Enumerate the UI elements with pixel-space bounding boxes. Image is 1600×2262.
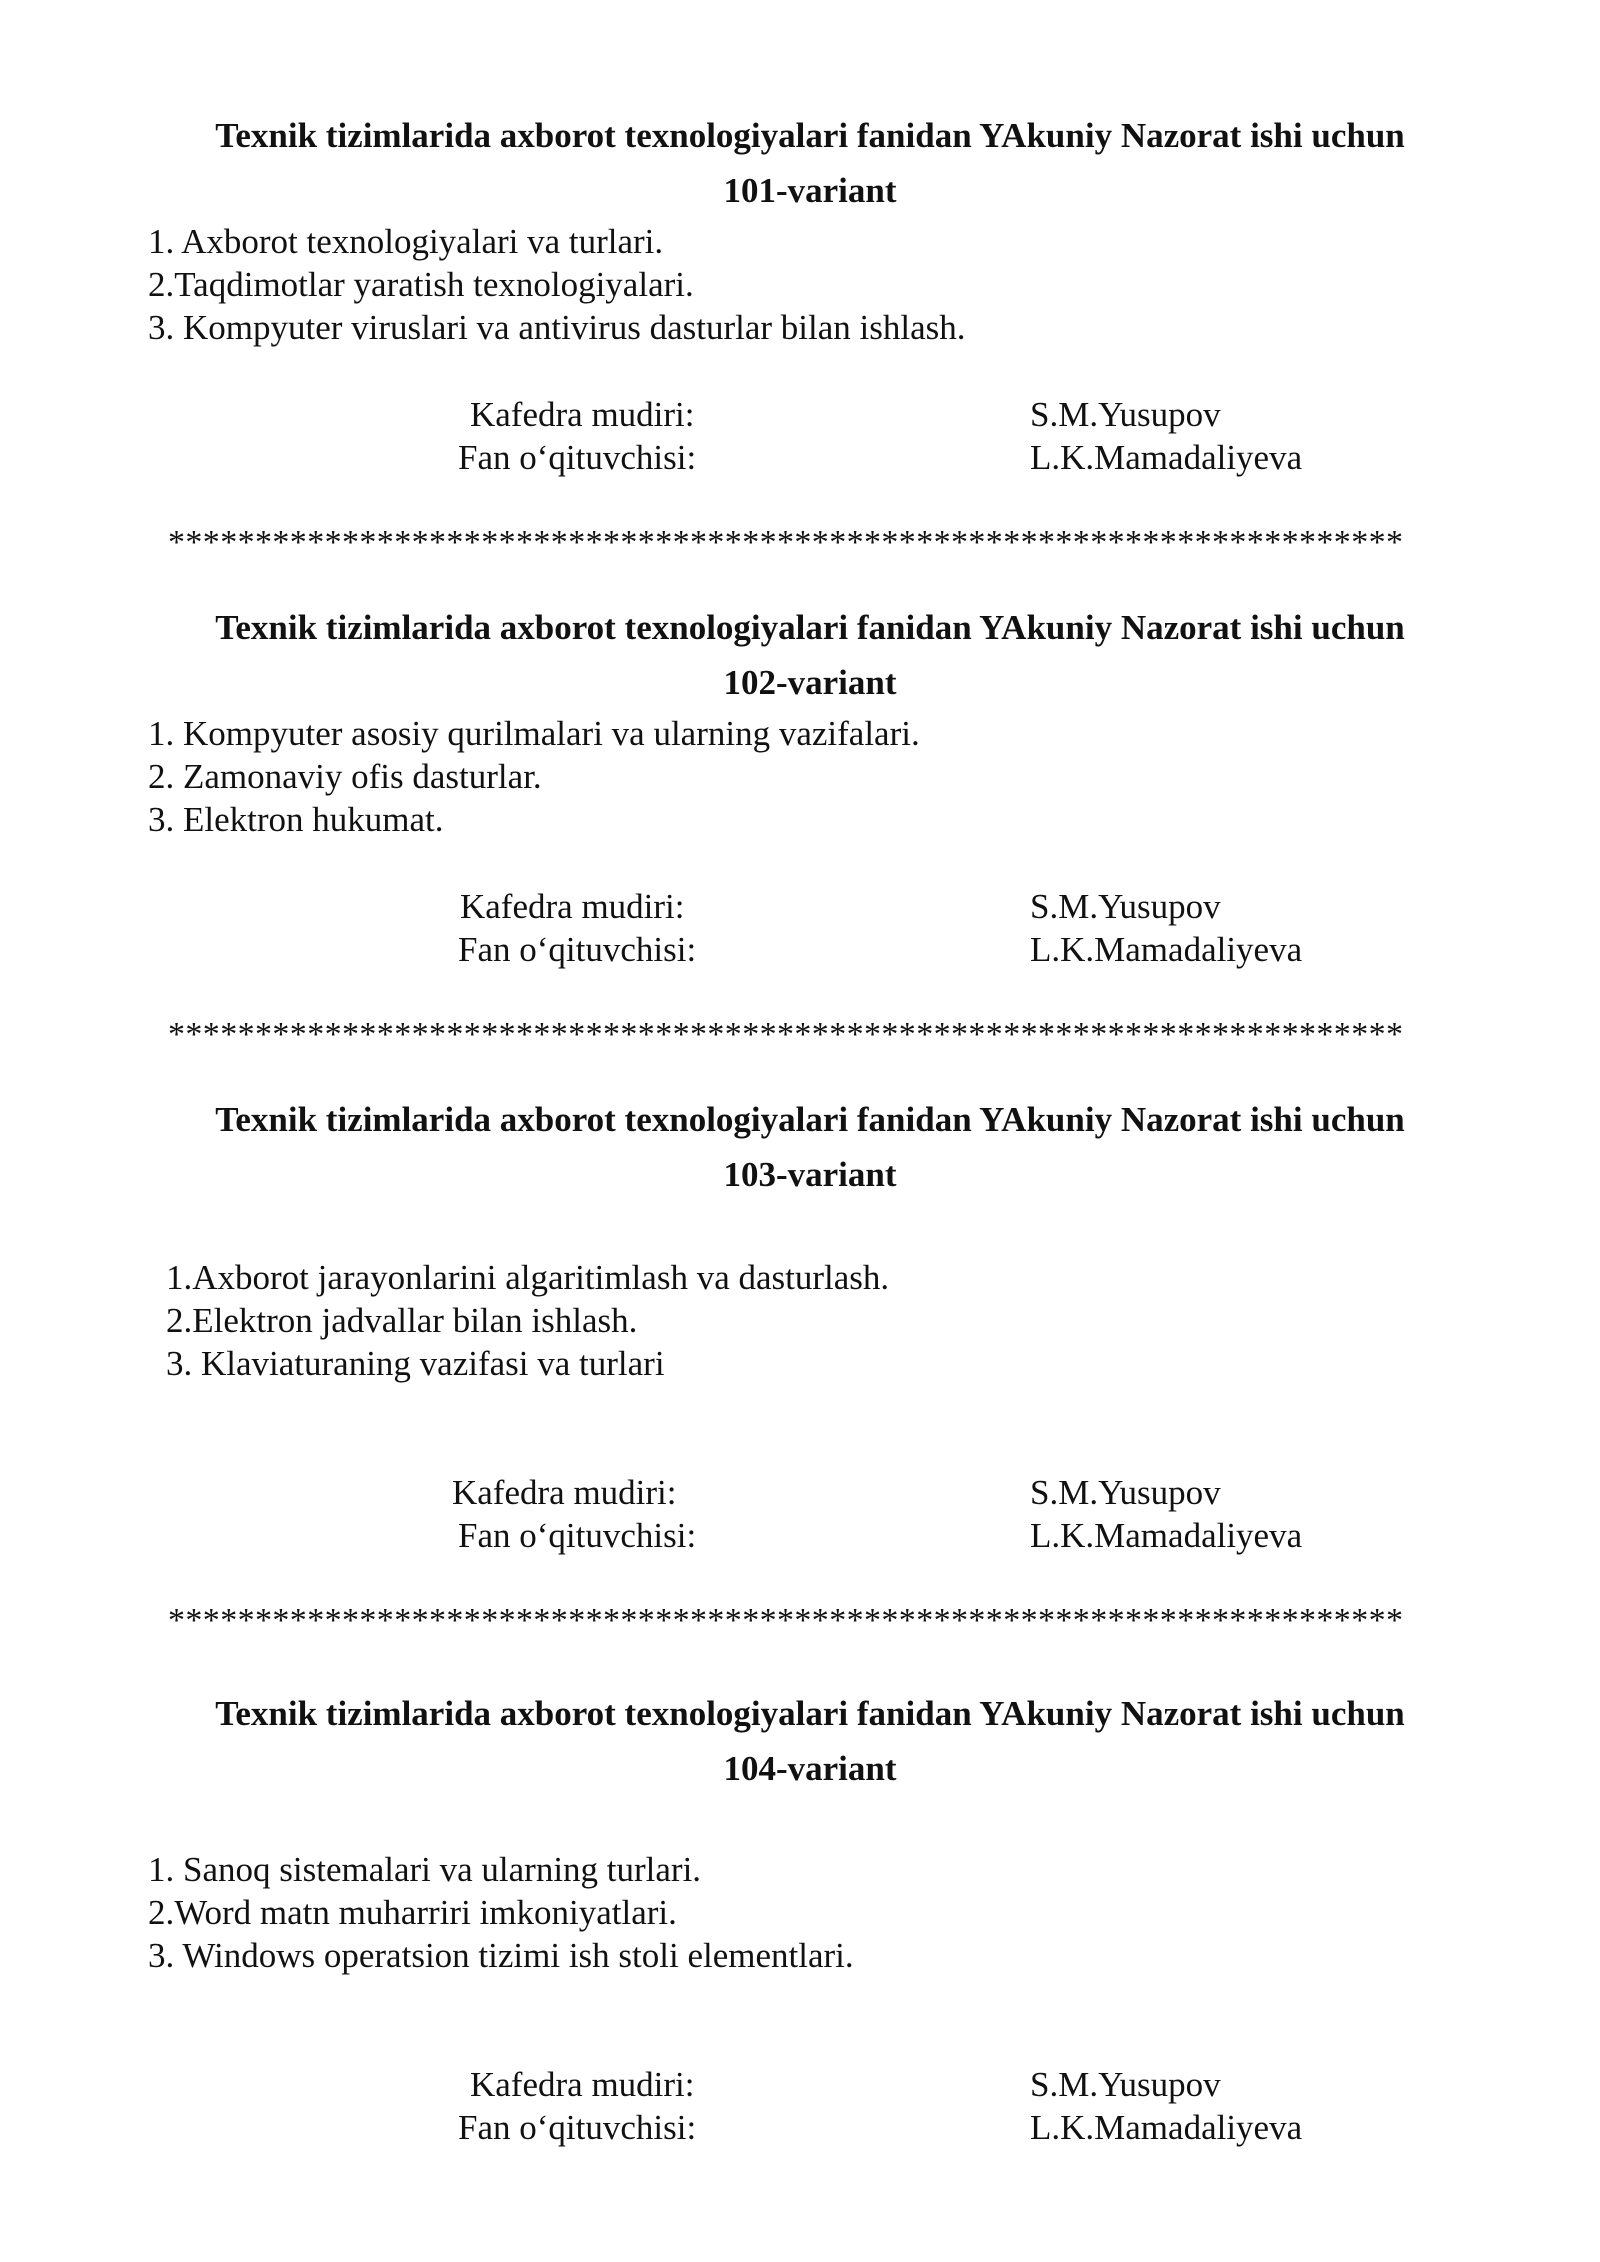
variant-number: 104-variant: [723, 1749, 897, 1788]
teacher-label: Fan o‘qituvchisi:: [458, 1516, 697, 1555]
head-of-department-label: Kafedra mudiri:: [470, 395, 695, 434]
question-item: 2.Word matn muharriri imkoniyatlari.: [148, 1893, 677, 1932]
question-item: 2. Zamonaviy ofis dasturlar.: [148, 757, 542, 796]
question-item: 3. Windows operatsion tizimi ish stoli elementlari.: [148, 1936, 854, 1975]
head-of-department-label: Kafedra mudiri:: [460, 887, 685, 926]
variant-number: 101-variant: [723, 171, 897, 210]
question-item: 2.Taqdimotlar yaratish texnologiyalari.: [148, 265, 694, 304]
exam-title: Texnik tizimlarida axborot texnologiyalari fanidan YAkuniy Nazorat ishi uchun: [215, 1694, 1405, 1733]
question-item: 1. Kompyuter asosiy qurilmalari va ularning vazifalari.: [148, 714, 920, 753]
head-of-department-name: S.M.Yusupov: [1030, 395, 1221, 434]
teacher-name: L.K.Mamadaliyeva: [1030, 1516, 1303, 1555]
separator-line: ***********************************************************************: [168, 528, 1404, 558]
head-of-department-name: S.M.Yusupov: [1030, 1473, 1221, 1512]
head-of-department-name: S.M.Yusupov: [1030, 2065, 1221, 2104]
variant-number: 102-variant: [723, 663, 897, 702]
question-item: 3. Klaviaturaning vazifasi va turlari: [166, 1344, 665, 1383]
head-of-department-label: Kafedra mudiri:: [452, 1473, 677, 1512]
question-item: 1. Axborot texnologiyalari va turlari.: [148, 222, 664, 261]
question-item: 3. Kompyuter viruslari va antivirus dasturlar bilan ishlash.: [148, 308, 966, 347]
separator-line: ***********************************************************************: [168, 1606, 1404, 1636]
exam-title: Texnik tizimlarida axborot texnologiyalari fanidan YAkuniy Nazorat ishi uchun: [215, 1100, 1405, 1139]
teacher-name: L.K.Mamadaliyeva: [1030, 2108, 1303, 2147]
question-item: 1. Sanoq sistemalari va ularning turlari.: [148, 1850, 702, 1889]
exam-title: Texnik tizimlarida axborot texnologiyalari fanidan YAkuniy Nazorat ishi uchun: [215, 608, 1405, 647]
question-item: 1.Axborot jarayonlarini algaritimlash va dasturlash.: [166, 1258, 890, 1297]
head-of-department-label: Kafedra mudiri:: [470, 2065, 695, 2104]
separator-line: ***********************************************************************: [168, 1020, 1404, 1050]
teacher-label: Fan o‘qituvchisi:: [458, 438, 697, 477]
teacher-name: L.K.Mamadaliyeva: [1030, 438, 1303, 477]
question-item: 2.Elektron jadvallar bilan ishlash.: [166, 1301, 638, 1340]
teacher-label: Fan o‘qituvchisi:: [458, 2108, 697, 2147]
teacher-label: Fan o‘qituvchisi:: [458, 930, 697, 969]
exam-title: Texnik tizimlarida axborot texnologiyalari fanidan YAkuniy Nazorat ishi uchun: [215, 116, 1405, 155]
head-of-department-name: S.M.Yusupov: [1030, 887, 1221, 926]
question-item: 3. Elektron hukumat.: [148, 800, 444, 839]
teacher-name: L.K.Mamadaliyeva: [1030, 930, 1303, 969]
variant-number: 103-variant: [723, 1155, 897, 1194]
